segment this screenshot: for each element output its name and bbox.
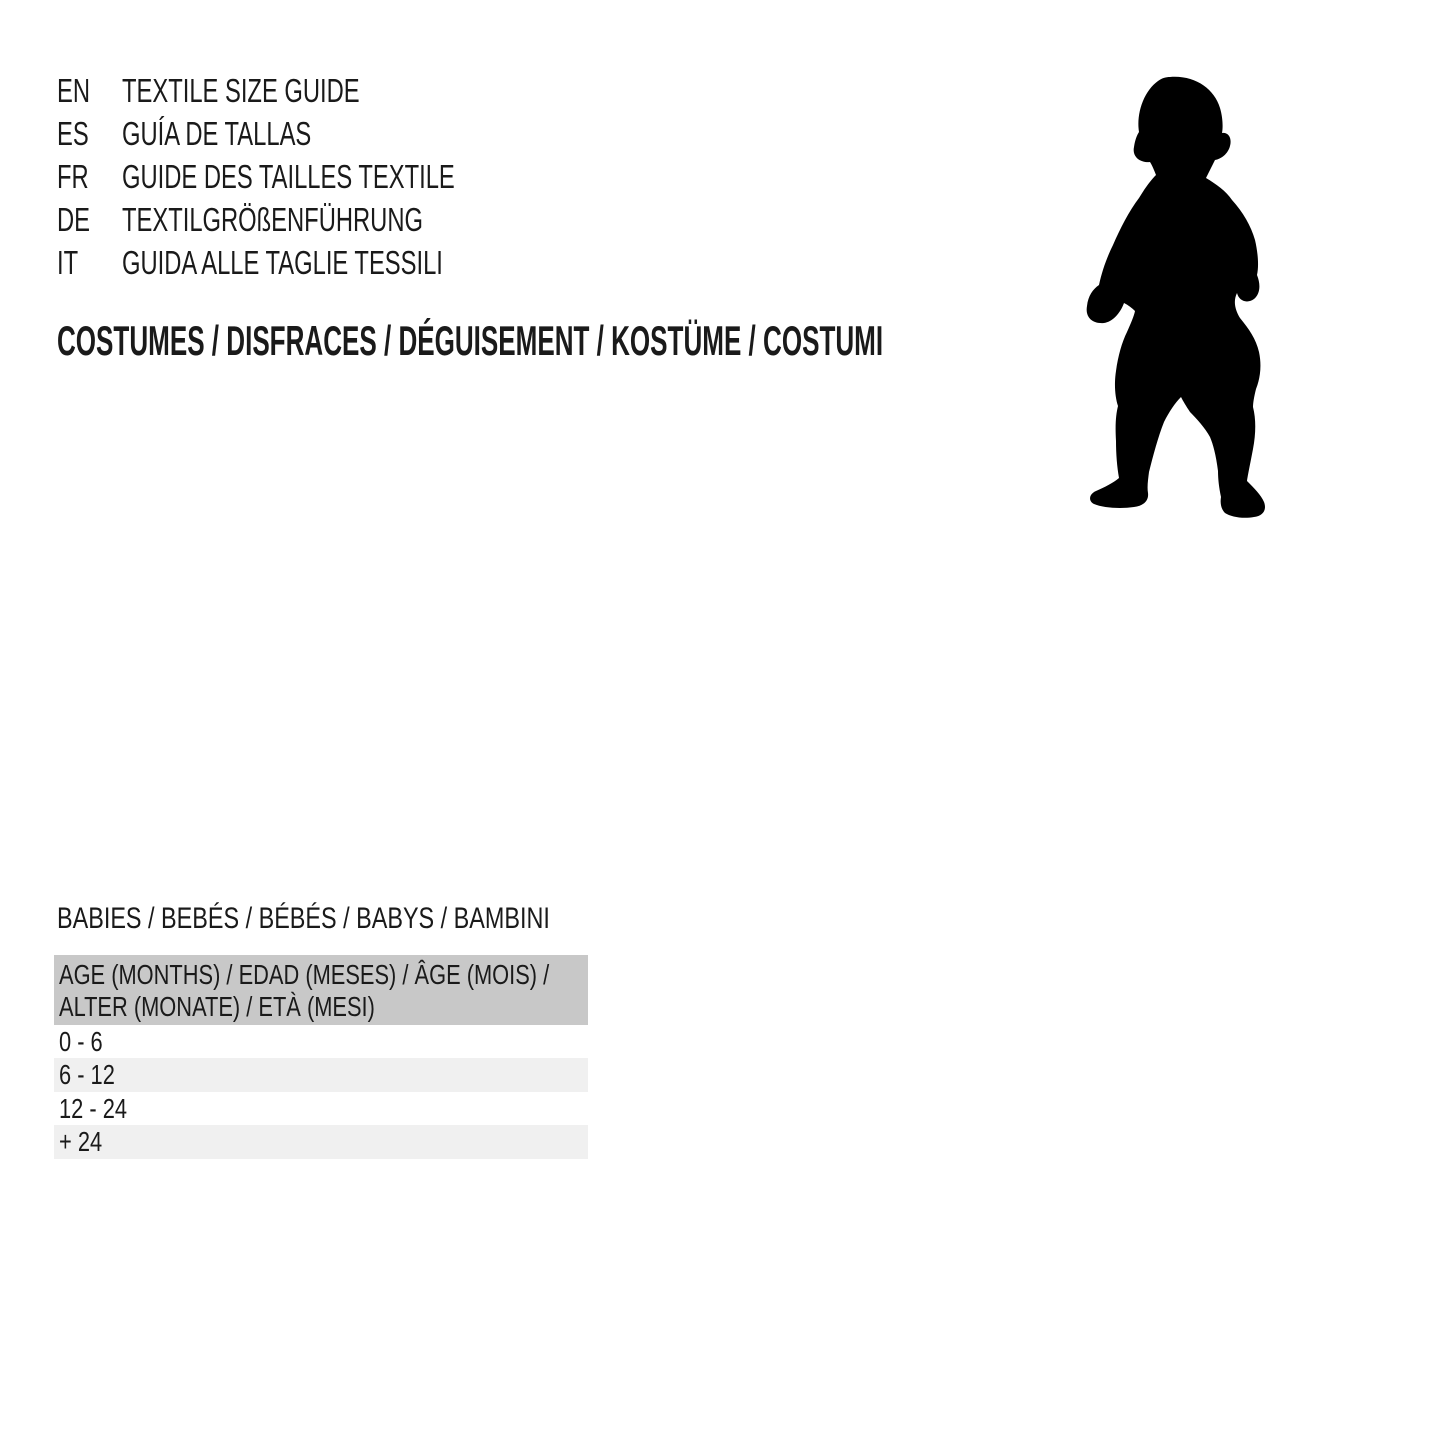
language-list [57, 69, 584, 284]
language-label: GUÍA DE TALLAS [122, 115, 312, 152]
size-table-header-line2: ALTER (MONATE) / ETÀ (MESI) [59, 991, 375, 1022]
language-label: GUIDA ALLE TAGLIE TESSILI [122, 244, 443, 281]
language-label: TEXTILE SIZE GUIDE [122, 72, 360, 109]
table-row-0-6: 0 - 6 [59, 1026, 103, 1057]
language-row-it [57, 241, 584, 284]
language-label: TEXTILGRÖßENFÜHRUNG [122, 201, 423, 238]
language-code: FR [57, 158, 89, 195]
language-code: ES [57, 115, 89, 152]
language-row-fr [57, 155, 584, 198]
language-code: DE [57, 201, 91, 238]
language-row-en [57, 69, 584, 112]
size-table-title: BABIES / BEBÉS / BÉBÉS / BABYS / BAMBINI [57, 902, 550, 935]
table-row-12-24: 12 - 24 [59, 1092, 127, 1124]
baby-toddler-silhouette-icon [1082, 75, 1272, 520]
language-code: EN [57, 72, 91, 109]
table-row-24-plus: + 24 [54, 1125, 588, 1158]
language-row-es [57, 112, 584, 155]
size-table-rows [54, 1025, 588, 1159]
size-table-header-line1: AGE (MONTHS) / EDAD (MESES) / ÂGE (MOIS) / [59, 959, 550, 990]
table-row-6-12: 6 - 12 [54, 1058, 588, 1091]
language-label: GUIDE DES TAILLES TEXTILE [122, 158, 455, 195]
language-code: IT [57, 244, 79, 281]
category-heading: COSTUMES / DISFRACES / DÉGUISEMENT / KOSTÜME / COSTUMI [57, 317, 884, 364]
language-row-de [57, 198, 584, 241]
size-table-header [54, 955, 588, 1025]
